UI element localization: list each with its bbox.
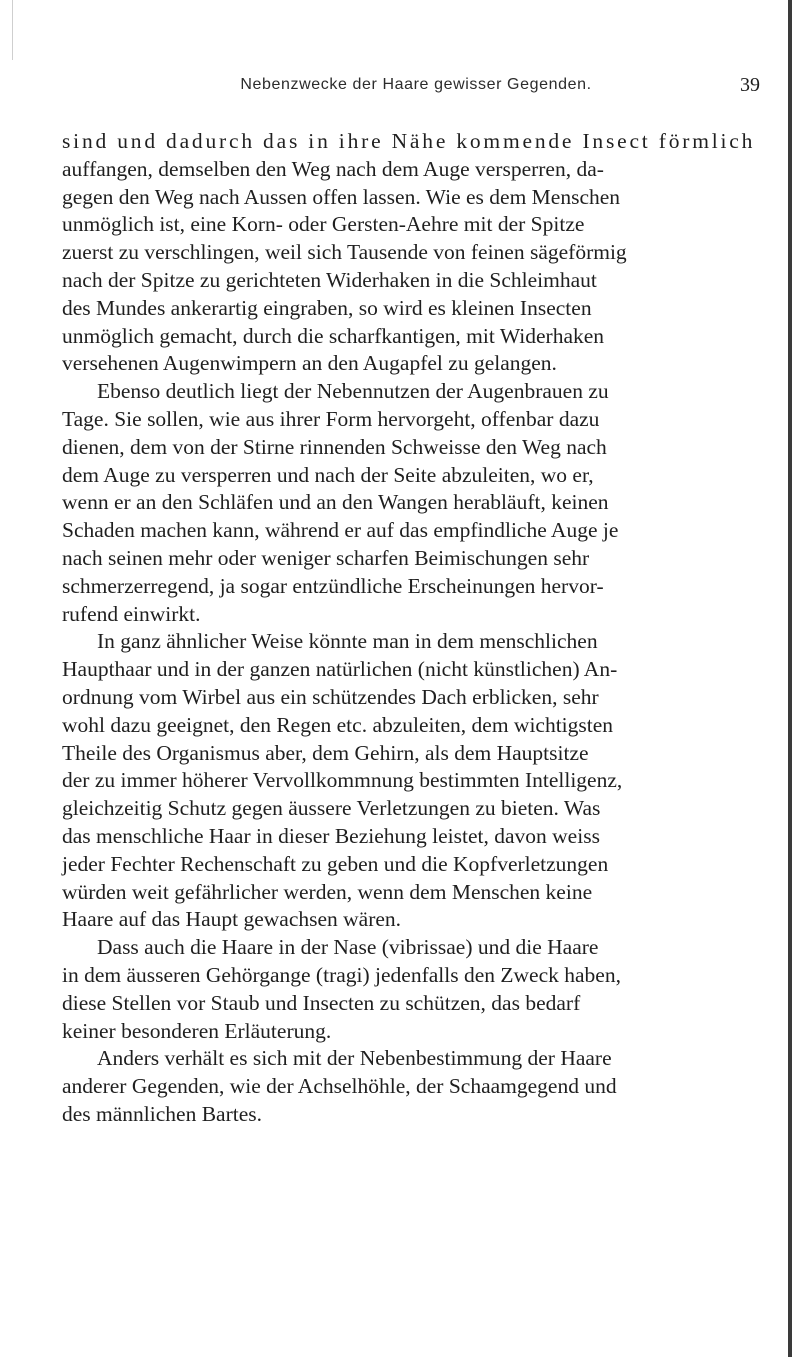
text-line: Schaden machen kann, während er auf das empfindliche Auge je [62,518,619,543]
text-line: der zu immer höherer Vervollkommnung bestimmten Intelligenz, [62,768,623,793]
body-text [62,128,770,1129]
text-line: gegen den Weg nach Aussen offen lassen. Wie es dem Menschen [62,184,621,209]
text-line: wohl dazu geeignet, den Regen etc. abzuleiten, dem wichtigsten [62,712,614,737]
text-line: Theile des Organismus aber, dem Gehirn, als dem Hauptsitze [62,740,589,765]
text-line: sind und dadurch das in ihre Nähe kommende Insect förmlich [62,129,756,153]
text-line: nach der Spitze zu gerichteten Widerhaken in die Schleimhaut [62,267,597,292]
text-line: Ebenso deutlich liegt der Nebennutzen der Augenbrauen zu [97,379,609,404]
text-line: Tage. Sie sollen, wie aus ihrer Form hervorgeht, offenbar dazu [62,406,600,431]
text-line: In ganz ähnlicher Weise könnte man in dem menschlichen [97,629,598,654]
text-line: keiner besonderen Erläuterung. [62,1018,332,1043]
text-line: Anders verhält es sich mit der Nebenbestimmung der Haare [97,1046,612,1071]
text-line: unmöglich gemacht, durch die scharfkantigen, mit Widerhaken [62,323,605,348]
text-line: diese Stellen vor Staub und Insecten zu schützen, das bedarf [62,990,581,1015]
text-line: des männlichen Bartes. [62,1101,263,1126]
text-line: anderer Gegenden, wie der Achselhöhle, der Schaamgegend und [62,1074,617,1099]
text-line: rufend einwirkt. [62,601,201,626]
text-line: in dem äusseren Gehörgange (tragi) jedenfalls den Zweck haben, [62,962,621,987]
text-line: Haare auf das Haupt gewachsen wären. [62,907,402,932]
text-line: des Mundes ankerartig eingraben, so wird es kleinen Insecten [62,295,592,320]
paragraph-3 [62,628,770,934]
paragraph-2 [62,378,770,628]
paragraph-1 [62,128,770,378]
paragraph-4 [62,934,770,1045]
text-line: ordnung vom Wirbel aus ein schützendes Dach erblicken, sehr [62,684,599,709]
text-line: dienen, dem von der Stirne rinnenden Schweisse den Weg nach [62,434,607,459]
running-title: Nebenzwecke der Haare gewisser Gegenden. [240,76,592,93]
text-line: versehenen Augenwimpern an den Augapfel zu gelangen. [62,351,557,376]
page-edge-line [12,0,13,60]
text-line: dem Auge zu versperren und nach der Seite abzuleiten, wo er, [62,462,594,487]
text-line: auffangen, demselben den Weg nach dem Auge versperren, da- [62,156,604,181]
text-line: schmerzerregend, ja sogar entzündliche Erscheinungen hervor- [62,573,604,598]
text-line: das menschliche Haar in dieser Beziehung leistet, davon weiss [62,823,600,848]
text-line: unmöglich ist, eine Korn- oder Gersten-Aehre mit der Spitze [62,212,585,237]
text-line: würden weit gefährlicher werden, wenn dem Menschen keine [62,879,593,904]
text-line: jeder Fechter Rechenschaft zu geben und die Kopfverletzungen [62,851,609,876]
running-header [62,76,770,96]
text-line: wenn er an den Schläfen und an den Wangen herabläuft, keinen [62,490,609,515]
text-line: gleichzeitig Schutz gegen äussere Verletzungen zu bieten. Was [62,796,601,821]
text-line: Dass auch die Haare in der Nase (vibrissae) und die Haare [97,935,599,960]
text-line: nach seinen mehr oder weniger scharfen Beimischungen sehr [62,545,590,570]
scan-edge-border [788,0,792,1357]
text-line: zuerst zu verschlingen, weil sich Tausende von feinen sägeförmig [62,240,627,265]
page-number: 39 [740,74,760,96]
book-page [62,74,770,1129]
paragraph-5 [62,1045,770,1128]
text-line: Haupthaar und in der ganzen natürlichen (nicht künstlichen) An- [62,657,618,682]
